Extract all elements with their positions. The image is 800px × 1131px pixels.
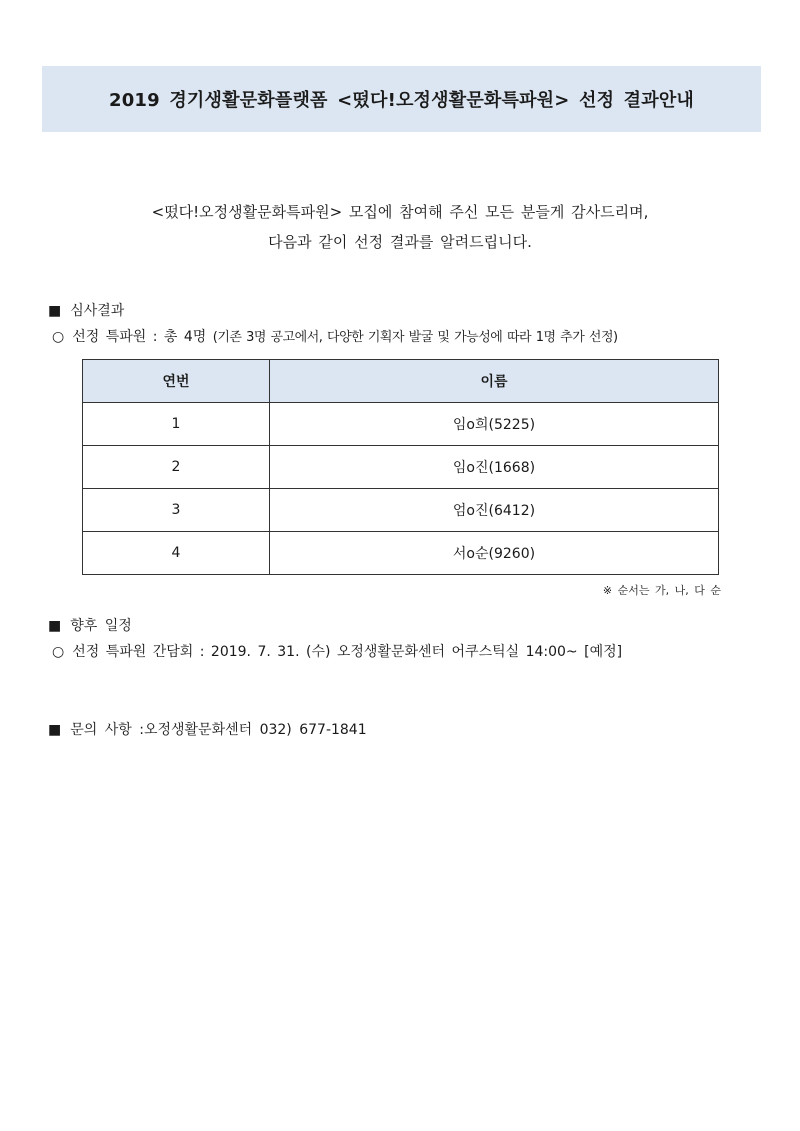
row-name: 임o희(5225) — [270, 403, 719, 446]
section-heading-text: 향후 일정 — [70, 618, 132, 634]
row-number: 2 — [83, 446, 270, 489]
intro-line-1: <떴다!오정생활문화특파원> 모집에 참여해 주신 모든 분들게 감사드리며, — [151, 203, 649, 221]
table-row — [83, 403, 719, 446]
row-name: 서o순(9260) — [270, 532, 719, 575]
meeting-schedule-text: 선정 특파원 간담회 : 2019. 7. 31. (수) 오정생활문화센터 어쿠스틱실 14:00~ [예정] — [72, 644, 623, 660]
title-banner — [42, 66, 761, 132]
section-heading-schedule — [48, 615, 132, 635]
table-row — [83, 446, 719, 489]
table-row — [83, 489, 719, 532]
square-bullet-icon: ■ — [48, 722, 62, 738]
row-number: 4 — [83, 532, 270, 575]
row-number: 1 — [83, 403, 270, 446]
contact-info — [48, 719, 367, 739]
row-name: 임o진(1668) — [270, 446, 719, 489]
meeting-schedule — [52, 641, 622, 661]
row-name: 엄o진(6412) — [270, 489, 719, 532]
selection-table — [82, 359, 719, 575]
page-title: 2019 경기생활문화플랫폼 <떴다!오정생활문화특파원> 선정 결과안내 — [108, 90, 695, 111]
circle-bullet-icon: ○ — [52, 329, 65, 345]
intro-line-2: 다음과 같이 선정 결과를 알려드립니다. — [268, 233, 532, 251]
selection-count: 선정 특파원 : 총 4명 — [72, 329, 207, 345]
contact-text: 문의 사항 :오정생활문화센터 032) 677-1841 — [70, 722, 367, 738]
section-heading-review-result — [48, 300, 124, 320]
intro-paragraph — [0, 197, 800, 257]
row-number: 3 — [83, 489, 270, 532]
column-header-number: 연번 — [83, 360, 270, 403]
square-bullet-icon: ■ — [48, 618, 62, 634]
circle-bullet-icon: ○ — [52, 644, 65, 660]
ordering-note: ※ 순서는 가, 나, 다 순 — [602, 584, 721, 597]
selection-detail: (기존 3명 공고에서, 다양한 기획자 발굴 및 가능성에 따라 1명 추가 선정) — [212, 330, 618, 345]
selection-summary — [52, 326, 618, 346]
section-heading-text: 심사결과 — [70, 303, 125, 319]
column-header-name: 이름 — [270, 360, 719, 403]
square-bullet-icon: ■ — [48, 303, 62, 319]
table-header-row — [83, 360, 719, 403]
table-row — [83, 532, 719, 575]
